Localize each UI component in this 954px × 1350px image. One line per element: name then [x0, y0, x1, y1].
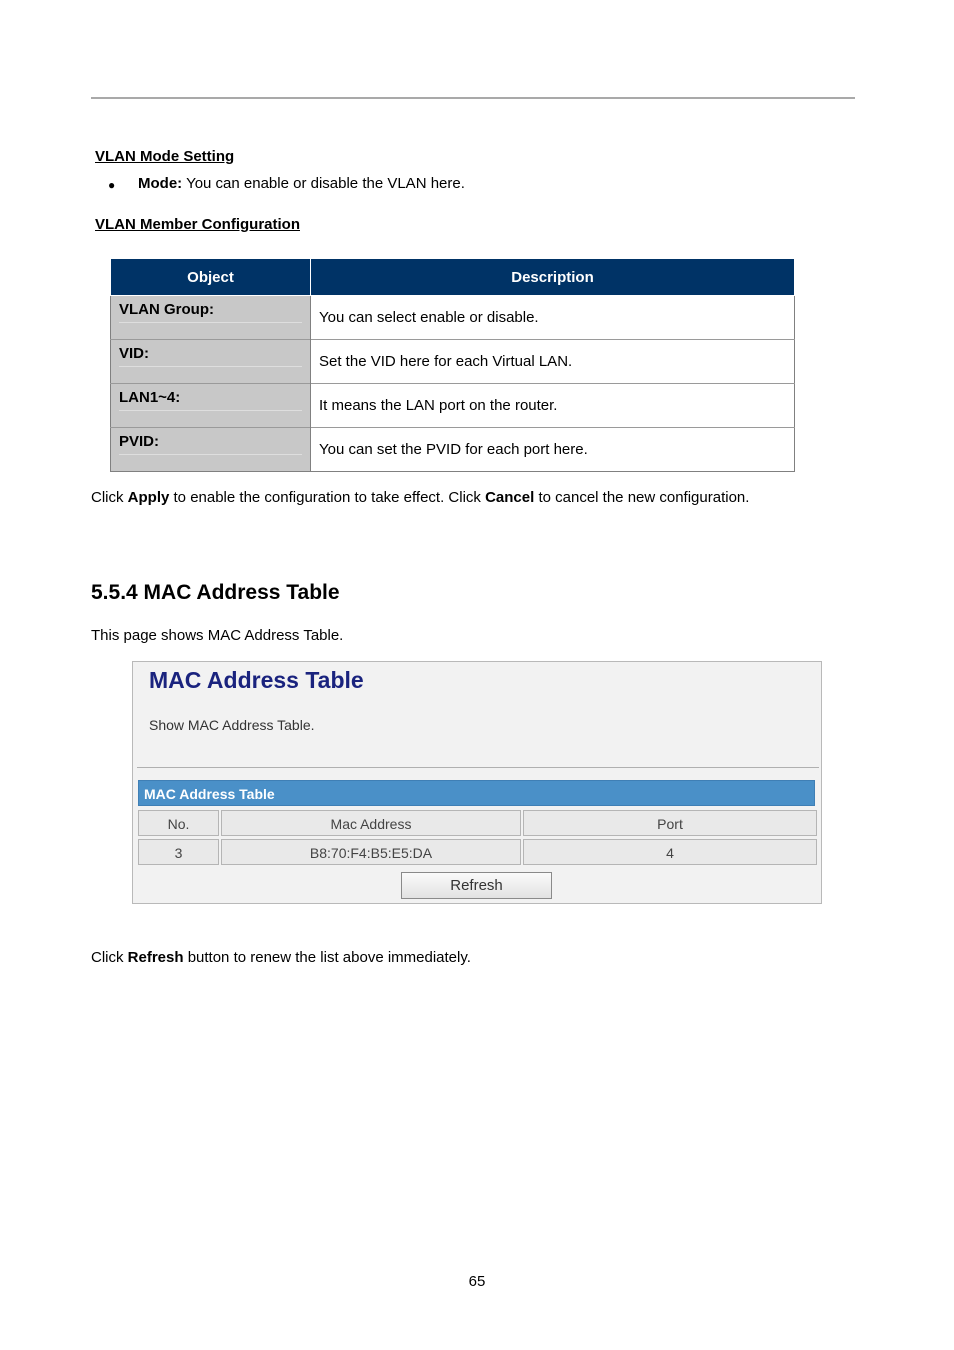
panel-subtitle: Show MAC Address Table. [149, 717, 315, 733]
column-header-mac: Mac Address [221, 810, 521, 836]
apply-keyword: Apply [127, 489, 170, 506]
text-run: Click [91, 949, 128, 966]
mode-label: Mode: [138, 175, 183, 192]
table-row [111, 296, 795, 340]
object-cell [111, 340, 311, 384]
object-cell [111, 428, 311, 472]
table-cell-no: 3 [138, 839, 219, 865]
vlan-member-heading: VLAN Member Configuration [95, 216, 300, 233]
object-label: PVID: [119, 433, 302, 455]
section-title: 5.5.4 MAC Address Table [91, 581, 340, 604]
page-number: 65 [468, 1273, 486, 1290]
table-cell-port: 4 [523, 839, 817, 865]
description-cell: You can select enable or disable. [311, 296, 795, 340]
description-cell: Set the VID here for each Virtual LAN. [311, 340, 795, 384]
description-cell: You can set the PVID for each port here. [311, 428, 795, 472]
table-row [111, 384, 795, 428]
cancel-keyword: Cancel [485, 489, 535, 506]
table-header-row [111, 259, 795, 296]
object-cell [111, 296, 311, 340]
panel-divider [137, 767, 819, 768]
section-intro: This page shows MAC Address Table. [91, 627, 344, 644]
refresh-keyword: Refresh [127, 949, 184, 966]
object-label: LAN1~4: [119, 389, 302, 411]
description-column-header: Description [311, 259, 795, 296]
panel-title: MAC Address Table [149, 667, 364, 693]
object-label: VID: [119, 345, 302, 367]
object-label: VLAN Group: [119, 301, 302, 323]
text-run: Click [91, 489, 128, 506]
column-header-port: Port [523, 810, 817, 836]
mode-bullet-text [138, 175, 465, 193]
object-cell [111, 384, 311, 428]
mode-description: You can enable or disable the VLAN here. [182, 175, 465, 192]
table-title-bar: MAC Address Table [138, 780, 815, 806]
text-run: to cancel the new configuration. [534, 489, 750, 506]
table-cell-mac: B8:70:F4:B5:E5:DA [221, 839, 521, 865]
header-rule [91, 97, 855, 99]
description-cell: It means the LAN port on the router. [311, 384, 795, 428]
refresh-paragraph [91, 949, 471, 967]
table-row [111, 428, 795, 472]
object-description-table [110, 258, 795, 472]
refresh-button[interactable]: Refresh [401, 872, 552, 899]
table-row [111, 340, 795, 384]
object-column-header: Object [111, 259, 311, 296]
apply-paragraph [91, 489, 749, 507]
column-header-no: No. [138, 810, 219, 836]
bullet-dot-icon: ● [108, 178, 116, 192]
text-run: to enable the configuration to take effect. Click [169, 489, 486, 506]
mode-bullet [108, 176, 115, 194]
mac-address-panel [132, 661, 822, 904]
text-run: button to renew the list above immediately. [183, 949, 471, 966]
vlan-mode-heading: VLAN Mode Setting [95, 148, 235, 165]
